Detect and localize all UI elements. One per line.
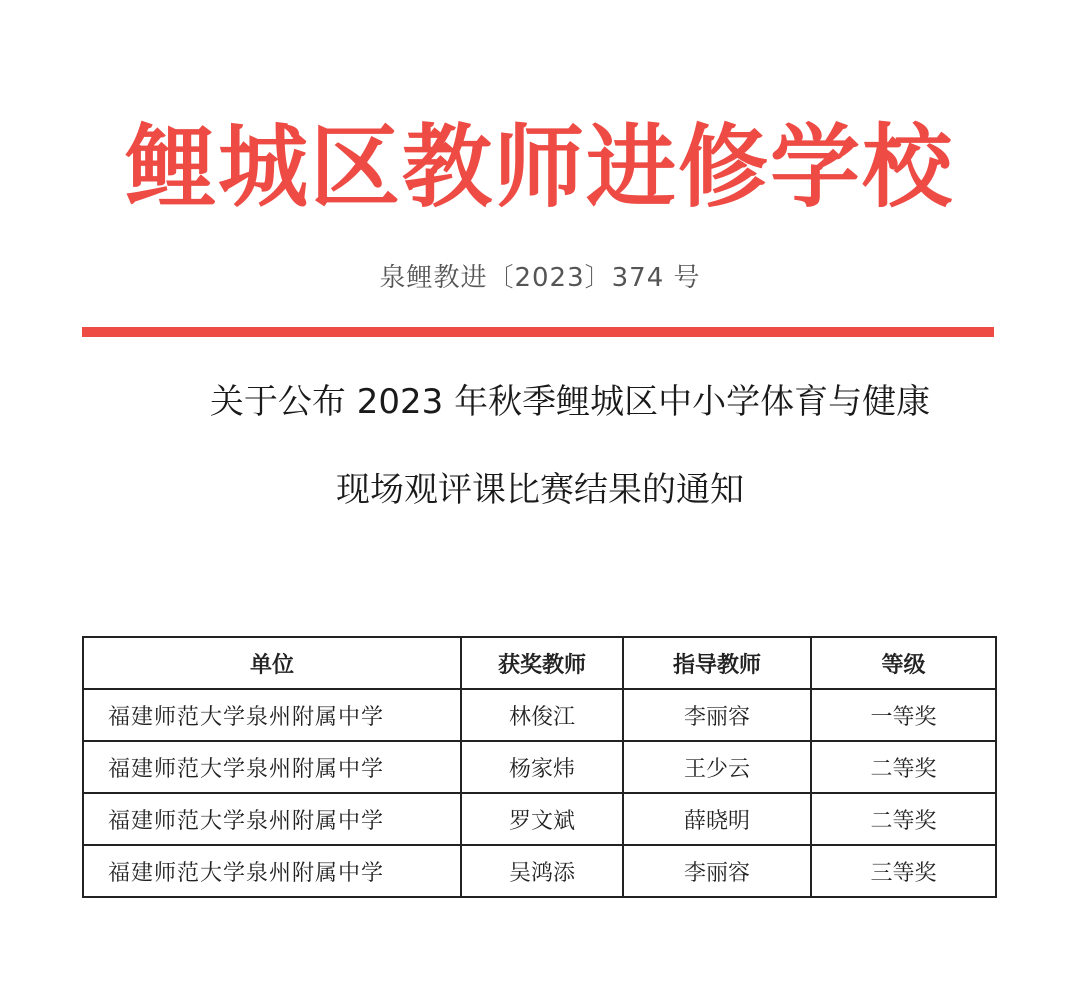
cell-unit: 福建师范大学泉州附属中学 [83,793,461,845]
cell-mentor-teacher: 李丽容 [623,689,811,741]
results-table [82,636,997,898]
table-row [83,741,996,793]
letterhead-red-rule [82,327,994,337]
notice-title-line-1: 关于公布 2023 年秋季鲤城区中小学体育与健康 [209,382,931,422]
cell-unit: 福建师范大学泉州附属中学 [83,689,461,741]
table-row [83,689,996,741]
cell-award-level: 二等奖 [811,741,996,793]
cell-award-level: 一等奖 [811,689,996,741]
cell-mentor-teacher: 李丽容 [623,845,811,897]
cell-award-level: 二等奖 [811,793,996,845]
letterhead-org-name: 鲤城区教师进修学校 [126,114,954,220]
header-mentor-teacher: 指导教师 [623,637,811,689]
table-row [83,793,996,845]
table-row [83,845,996,897]
notice-title-line-2: 现场观评课比赛结果的通知 [336,470,744,510]
cell-unit: 福建师范大学泉州附属中学 [83,845,461,897]
header-winning-teacher: 获奖教师 [461,637,623,689]
cell-winning-teacher: 罗文斌 [461,793,623,845]
header-award-level: 等级 [811,637,996,689]
table-header-row [83,637,996,689]
cell-mentor-teacher: 薛晓明 [623,793,811,845]
document-number: 泉鲤教进〔2023〕374 号 [379,263,701,293]
cell-unit: 福建师范大学泉州附属中学 [83,741,461,793]
cell-award-level: 三等奖 [811,845,996,897]
cell-mentor-teacher: 王少云 [623,741,811,793]
cell-winning-teacher: 吴鸿添 [461,845,623,897]
cell-winning-teacher: 林俊江 [461,689,623,741]
header-unit: 单位 [83,637,461,689]
cell-winning-teacher: 杨家炜 [461,741,623,793]
